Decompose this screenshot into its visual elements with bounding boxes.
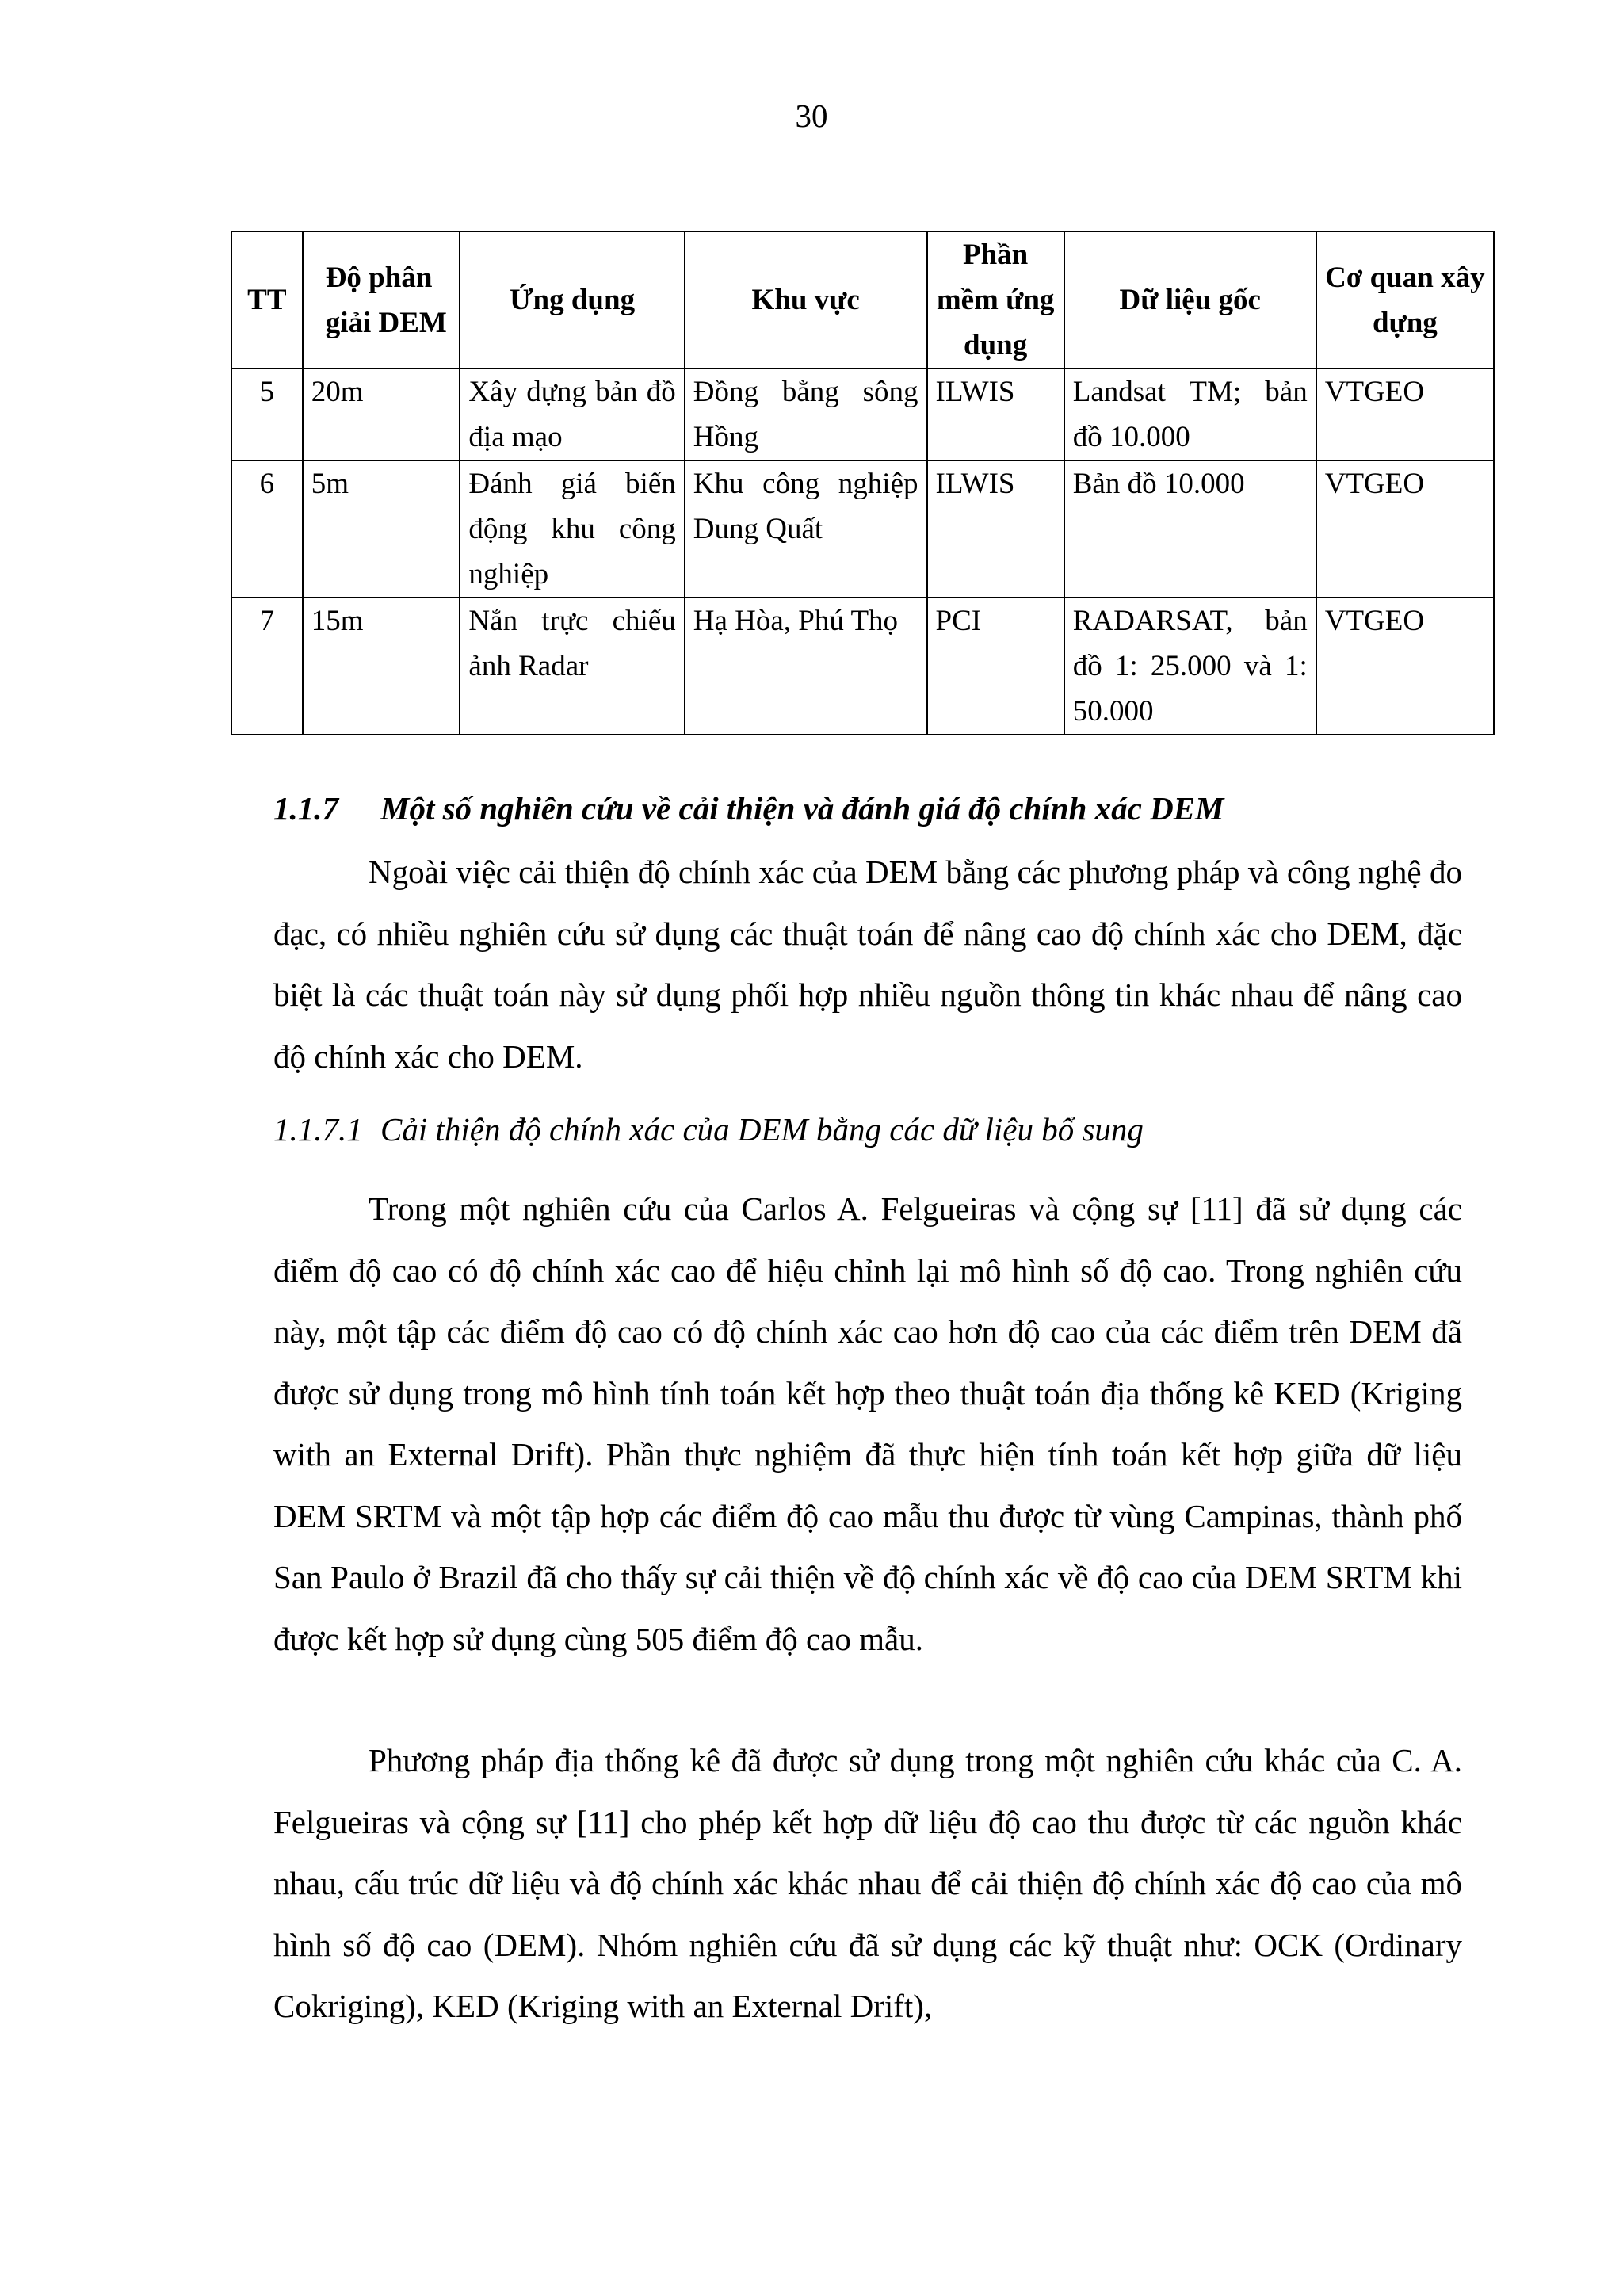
header-source: Dữ liệu gốc (1064, 231, 1316, 369)
subsection-number: 1.1.7.1 (273, 1111, 363, 1148)
cell-tt: 7 (231, 598, 303, 735)
table-header-row (231, 231, 1494, 369)
subsection-heading (273, 1106, 1144, 1153)
header-software: Phần mềm ứng dụng (927, 231, 1064, 369)
section-heading (273, 785, 1224, 832)
section-title: Một số nghiên cứu về cải thiện và đánh giá độ chính xác DEM (380, 790, 1224, 827)
body-paragraph: Trong một nghiên cứu của Carlos A. Felgueiras và cộng sự [11] đã sử dụng các điểm độ cao có độ chính xác cao để hiệu chỉnh lại mô hình số độ cao. Trong nghiên cứu này, một tập các điểm độ cao có độ chính xác cao hơn độ cao của các điểm trên DEM đã được sử dụng trong mô hình tính toán kết hợp theo thuật toán địa thống kê KED (Kriging with an External Drift). Phần thực nghiệm đã thực hiện tính toán kết hợp giữa dữ liệu DEM SRTM và một tập hợp các điểm độ cao mẫu thu được từ vùng Campinas, thành phố San Paulo ở Brazil đã cho thấy sự cải thiện về độ chính xác về độ cao của DEM SRTM khi được kết hợp sử dụng cùng 505 điểm độ cao mẫu. (273, 1190, 1462, 1657)
cell-application: Đánh giá biến động khu công nghiệp (460, 460, 684, 598)
cell-area: Hạ Hòa, Phú Thọ (685, 598, 927, 735)
cell-source: RADARSAT, bản đồ 1: 25.000 và 1: 50.000 (1064, 598, 1316, 735)
cell-source: Bản đồ 10.000 (1064, 460, 1316, 598)
cell-software: PCI (927, 598, 1064, 735)
header-organization: Cơ quan xây dựng (1316, 231, 1494, 369)
table-row (231, 598, 1494, 735)
header-area: Khu vực (685, 231, 927, 369)
cell-application: Xây dựng bản đồ địa mạo (460, 369, 684, 460)
cell-resolution: 15m (303, 598, 460, 735)
cell-software: ILWIS (927, 460, 1064, 598)
cell-organization: VTGEO (1316, 460, 1494, 598)
page-number: 30 (795, 97, 828, 134)
body-paragraph: Phương pháp địa thống kê đã được sử dụng trong một nghiên cứu khác của C. A. Felgueiras và cộng sự [11] cho phép kết hợp dữ liệu độ cao thu được từ các nguồn khác nhau, cấu trúc dữ liệu và độ chính xác khác nhau để cải thiện độ chính xác độ cao của mô hình số độ cao (DEM). Nhóm nghiên cứu đã sử dụng các kỹ thuật như: OCK (Ordinary Cokriging), KED (Kriging with an External Drift), (273, 1742, 1462, 2024)
cell-source: Landsat TM; bản đồ 10.000 (1064, 369, 1316, 460)
cell-area: Khu công nghiệp Dung Quất (685, 460, 927, 598)
table-row (231, 369, 1494, 460)
cell-tt: 5 (231, 369, 303, 460)
cell-organization: VTGEO (1316, 369, 1494, 460)
section-intro-paragraph: Ngoài việc cải thiện độ chính xác của DEM bằng các phương pháp và công nghệ đo đạc, có nhiều nghiên cứu sử dụng các thuật toán để nâng cao độ chính xác cho DEM, đặc biệt là các thuật toán này sử dụng phối hợp nhiều nguồn thông tin khác nhau để nâng cao độ chính xác cho DEM. (273, 854, 1462, 1075)
cell-resolution: 5m (303, 460, 460, 598)
header-tt: TT (231, 231, 303, 369)
cell-application: Nắn trực chiếu ảnh Radar (460, 598, 684, 735)
cell-software: ILWIS (927, 369, 1064, 460)
cell-organization: VTGEO (1316, 598, 1494, 735)
cell-resolution: 20m (303, 369, 460, 460)
section-number: 1.1.7 (273, 790, 338, 827)
table-row (231, 460, 1494, 598)
subsection-title: Cải thiện độ chính xác của DEM bằng các dữ liệu bổ sung (380, 1111, 1144, 1148)
dem-applications-table (231, 231, 1495, 735)
cell-area: Đồng bằng sông Hồng (685, 369, 927, 460)
header-application: Ứng dụng (460, 231, 684, 369)
header-resolution: Độ phân giải DEM (303, 231, 460, 369)
cell-tt: 6 (231, 460, 303, 598)
